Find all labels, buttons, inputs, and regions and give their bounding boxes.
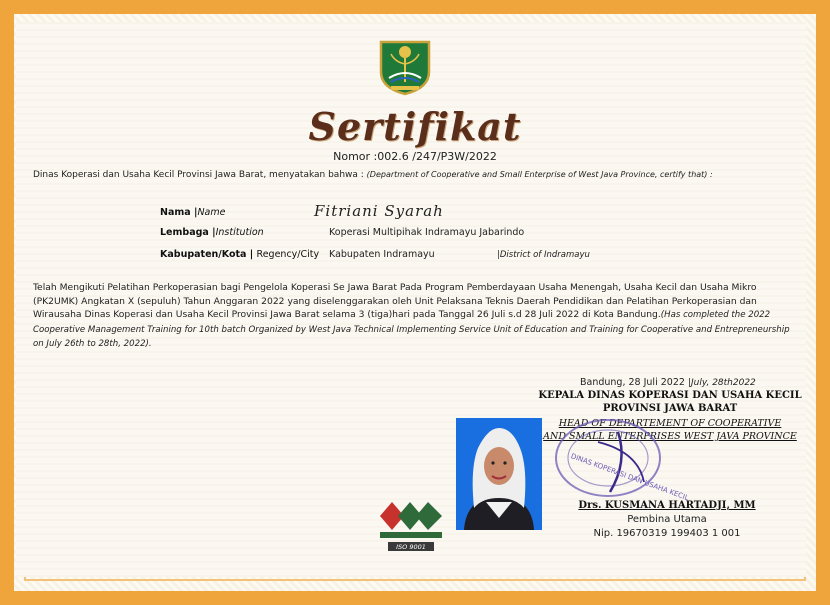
certificate-number: Nomor :002.6 /247/P3W/2022 (333, 150, 497, 163)
name-label: Nama |Name (160, 207, 226, 218)
signer-nip: Nip. 19670319 199403 1 001 (593, 528, 741, 539)
recipient-photo (456, 418, 542, 530)
body-translation: (Has completed the 2022 Cooperative Management Training for 10th batch Organized by West Java Technical Implementing Service Unit of Education and Training for Cooperative and Entrepreneurship on July 26th to 28th, 2022). (33, 310, 790, 349)
iso-certified-logo-icon (378, 498, 444, 558)
regency-value-translation: |District of Indramayu (497, 250, 590, 260)
intro-translation: (Department of Cooperative and Small Enterprise of West Java Province, certify that) : (366, 170, 713, 179)
signer-name: Drs. KUSMANA HARTADJI, MM (578, 500, 756, 511)
signer-rank: Pembina Utama (627, 514, 707, 525)
signature-date: Bandung, 28 Juli 2022 |July, 28th2022 (580, 377, 756, 388)
iso-badge-text: ISO 9001 (396, 543, 426, 551)
body-text: Telah Mengikuti Pelatihan Perkoperasian bagi Pengelola Koperasi Se Jawa Barat Pada Program Pemberdayaan Usaha Menengah, Usaha Kecil dan Usaha Mikro (PK2UMK) Angkatan X (sepuluh) Tahun Anggaran 2022 yang diselenggarakan oleh Unit Pelaksana Teknis Daerah Pendidikan dan Pelatihan Perkoperasian dan Wirausaha Dinas Koperasi dan Usaha Kecil Provinsi Jawa Barat selama 3 (tiga)hari pada Tanggal 26 Juli s.d 28 Juli 2022 di Kota Bandung. (33, 282, 757, 320)
signer-title: KEPALA DINAS KOPERASI DAN USAHA KECIL PROVINSI JAWA BARAT (538, 390, 802, 414)
institution-value: Koperasi Multipihak Indramayu Jabarindo (329, 227, 525, 238)
regency-value: Kabupaten Indramayu (329, 249, 435, 260)
signer-title-english: HEAD OF DEPARTEMENT OF COOPERATIVE AND SMALL ENTERPRISES WEST JAVA PROVINCE (543, 418, 797, 442)
recipient-name: Fitriani Syarah (314, 202, 444, 220)
stamp-text: DINAS KOPERASI DAN USAHA KECIL (569, 452, 690, 503)
person-portrait-icon (456, 418, 542, 530)
certificate-title: Sertifikat (308, 104, 522, 149)
intro-text: Dinas Koperasi dan Usaha Kecil Provinsi Jawa Barat, menyatakan bahwa : (33, 170, 364, 180)
institution-label: Lembaga |Institution (160, 227, 264, 238)
intro-statement (33, 170, 803, 180)
regency-label: Kabupaten/Kota | Regency/City (160, 249, 320, 260)
certificate-body (33, 281, 798, 352)
west-java-emblem-icon (377, 38, 433, 96)
